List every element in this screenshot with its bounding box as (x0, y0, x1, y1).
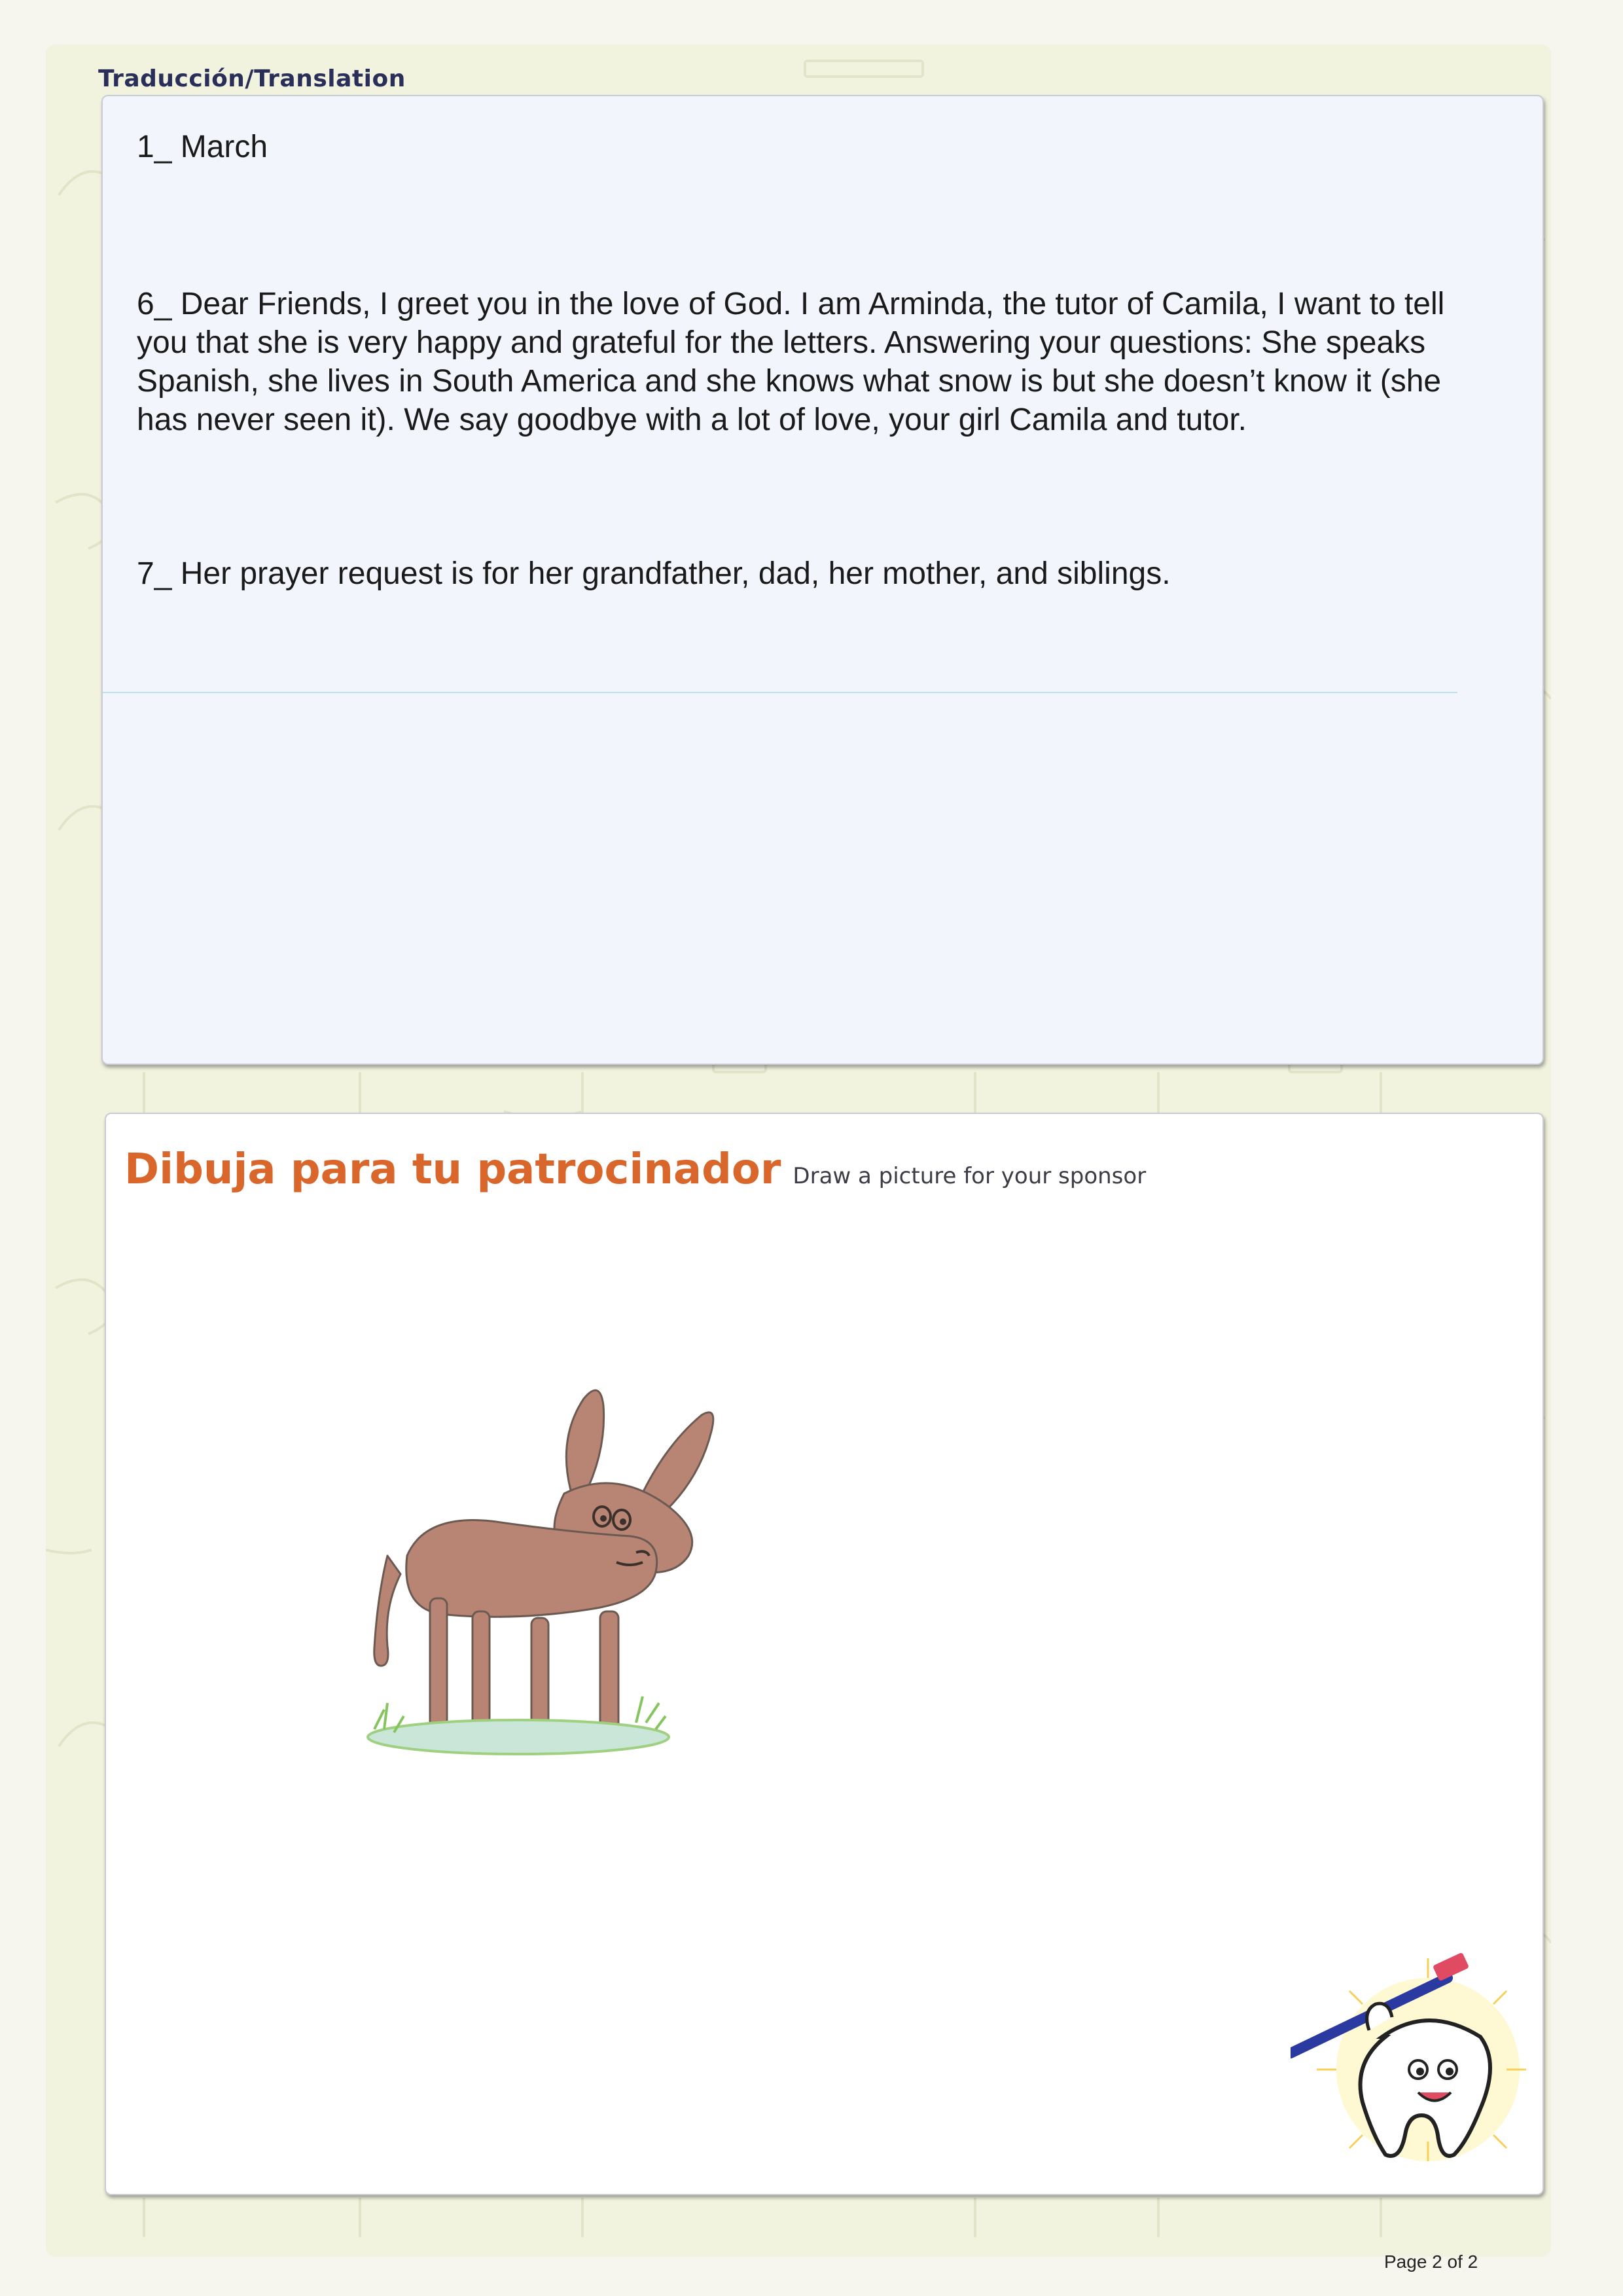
translation-header: Traducción/Translation (98, 65, 406, 92)
translation-date: 1_ March (137, 130, 268, 164)
translation-panel (101, 95, 1544, 1065)
drawing-panel (105, 1113, 1544, 2195)
page-number: Page 2 of 2 (1384, 2251, 1478, 2272)
translation-paragraph-7: 7_ Her prayer request is for her grandfather, dad, her mother, and siblings. (137, 556, 1171, 591)
drawing-title (124, 1145, 1146, 1194)
translation-paragraph-6: 6_ Dear Friends, I greet you in the love of God. I am Arminda, the tutor of Camila, I want to tell you that she is very happy and grateful for the letters. Answering your questions: She speaks Spanish, she lives in South America and she knows what snow is but she doesn’t know it (she has never seen it). We say goodbye with a lot of love, your girl Camila and tutor. (137, 287, 1445, 437)
drawing-title-english: Draw a picture for your sponsor (793, 1163, 1147, 1189)
drawing-title-spanish: Dibuja para tu patrocinador (124, 1145, 781, 1194)
tooth-mascot-icon (1291, 1932, 1526, 2168)
divider-line (103, 692, 1457, 693)
donkey-drawing-icon (348, 1336, 990, 1834)
